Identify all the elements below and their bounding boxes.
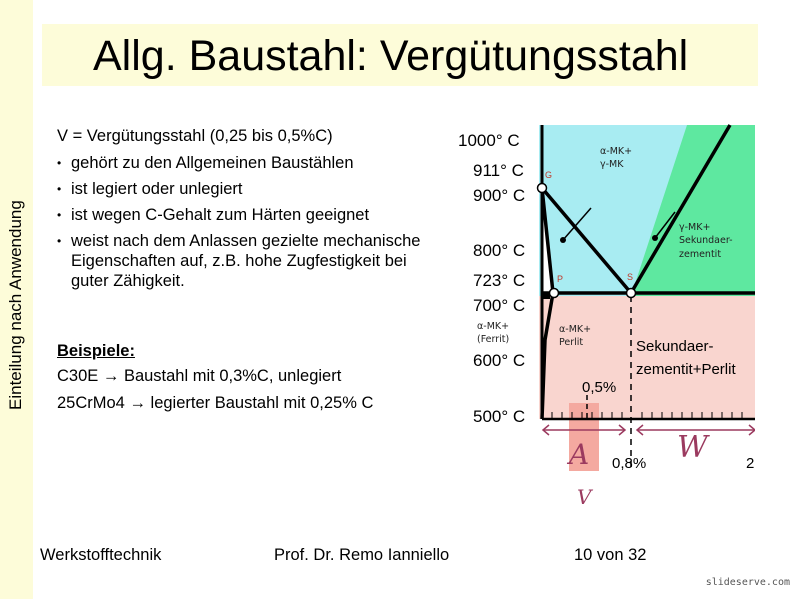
footer-course: Werkstofftechnik xyxy=(40,546,162,564)
range-w-label: W xyxy=(677,430,708,465)
temp-label: 911° C xyxy=(473,161,524,180)
temperature-labels xyxy=(458,131,525,426)
examples-heading: Beispiele: xyxy=(57,342,135,360)
temp-label: 500° C xyxy=(473,407,526,426)
iron-carbon-diagram xyxy=(455,120,755,510)
sidebar-title: Einteilung nach Anwendung xyxy=(6,200,25,410)
watermark: slideserve.com xyxy=(705,577,790,588)
pct-08-label: 0,8% xyxy=(612,455,647,472)
region-label: γ-MK xyxy=(600,159,624,170)
content-block xyxy=(57,126,427,297)
point-s-marker xyxy=(627,289,636,298)
temp-label: 900° C xyxy=(473,186,526,205)
region-label: Perlit xyxy=(559,337,584,348)
bullet-item xyxy=(57,205,427,225)
example-line: C30E → Baustahl mit 0,3%C, unlegiert xyxy=(57,367,342,385)
region-label: Sekundaer- xyxy=(636,338,714,355)
bullet-text: gehört zu den Allgemeinen Baustählen xyxy=(71,154,354,172)
slide-title: Allg. Baustahl: Vergütungsstahl xyxy=(93,32,689,80)
region-label: zementit+Perlit xyxy=(636,361,736,378)
pct-2-label: 2 xyxy=(746,455,755,472)
point-s-label: S xyxy=(627,272,634,282)
bullet-symbol: • xyxy=(57,156,62,170)
bullet-list xyxy=(57,153,427,291)
range-a-label: A xyxy=(569,438,590,471)
small-square-marker xyxy=(543,292,550,299)
temp-label: 800° C xyxy=(473,241,526,260)
footer-page-number: 10 von 32 xyxy=(574,546,647,564)
temp-label: 600° C xyxy=(473,351,526,370)
point-p-marker xyxy=(550,289,559,298)
region-label: (Ferrit) xyxy=(477,334,510,345)
region-label: zementit xyxy=(679,249,722,260)
bullet-item xyxy=(57,153,427,173)
label-pointer-dot xyxy=(652,235,658,241)
intro-text: V = Vergütungsstahl (0,25 bis 0,5%C) xyxy=(57,127,333,145)
bullet-item xyxy=(57,179,427,199)
point-g-marker xyxy=(538,184,547,193)
bullet-symbol: • xyxy=(57,208,62,222)
bullet-symbol: • xyxy=(57,234,62,248)
point-g-label: G xyxy=(545,170,553,180)
label-pointer-dot xyxy=(560,237,566,243)
region-label: α-MK+ xyxy=(477,321,510,332)
example-line: 25CrMo4 → legierter Baustahl mit 0,25% C xyxy=(57,394,374,412)
bullet-symbol: • xyxy=(57,182,62,196)
footer-author: Prof. Dr. Remo Ianniello xyxy=(274,546,450,564)
point-p-label: P xyxy=(557,274,564,284)
temp-label: 1000° C xyxy=(458,131,520,150)
pct-05-label: 0,5% xyxy=(582,379,617,396)
temp-label: 723° C xyxy=(473,271,526,290)
region-label: α-MK+ xyxy=(600,146,633,157)
perlit-region xyxy=(539,296,755,419)
bullet-text: ist legiert oder unlegiert xyxy=(71,180,243,198)
bullet-text: weist nach dem Anlassen gezielte mechanische Eigenschaften auf, z.B. hohe Zugfestigkeit bei guter Zähigkeit. xyxy=(71,232,421,290)
region-label: γ-MK+ xyxy=(679,222,711,233)
range-v-label: V xyxy=(577,485,592,509)
temp-label: 700° C xyxy=(473,296,526,315)
bullet-item xyxy=(57,231,427,291)
bullet-text: ist wegen C-Gehalt zum Härten geeignet xyxy=(71,206,370,224)
region-label: Sekundaer- xyxy=(679,235,733,246)
region-label: α-MK+ xyxy=(559,324,592,335)
